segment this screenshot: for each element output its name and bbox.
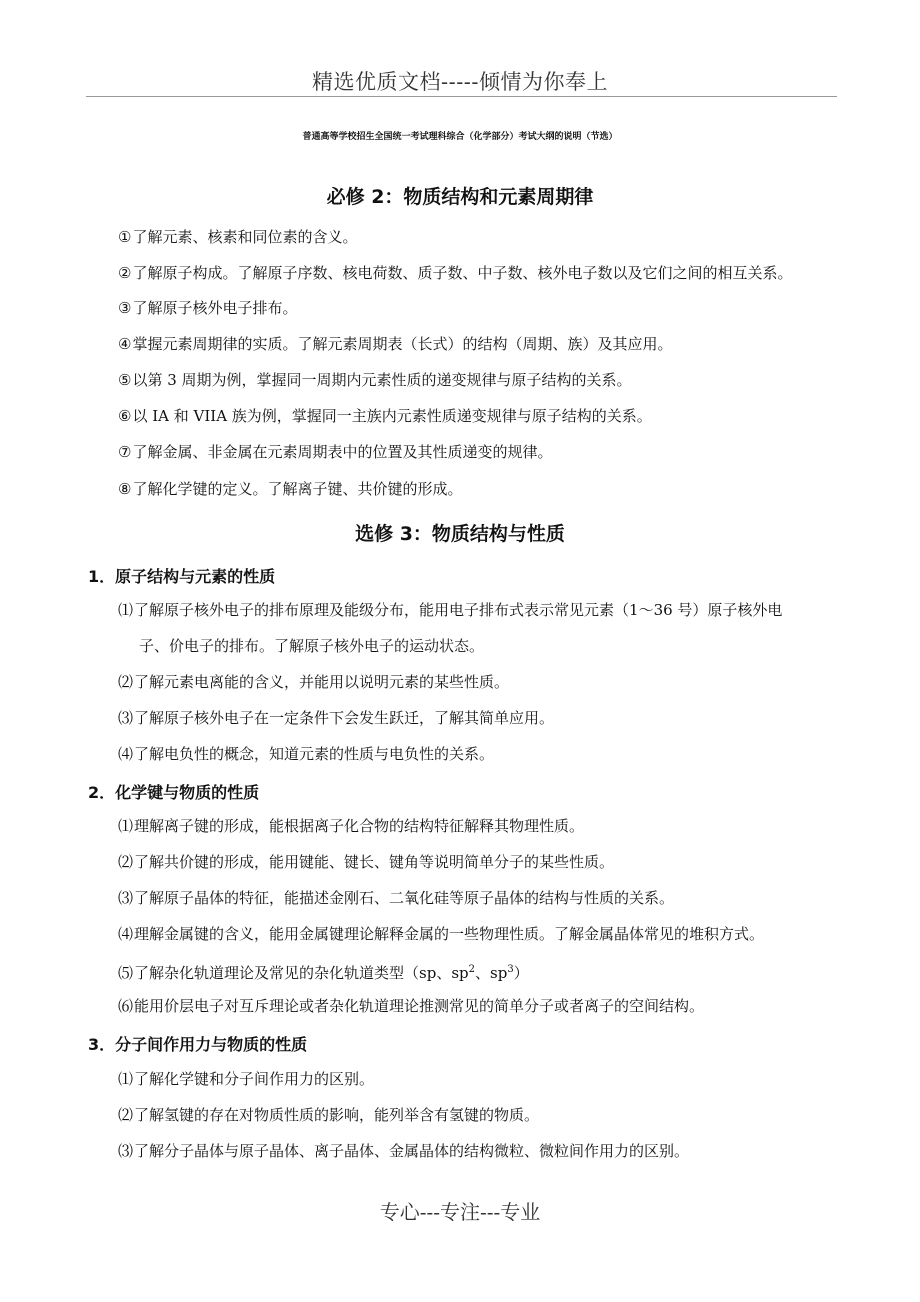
list-item: ⑶了解原子晶体的特征，能描述金刚石、二氧化硅等原子晶体的结构与性质的关系。 — [118, 889, 675, 907]
list-item: ⑧了解化学键的定义。了解离子键、共价键的形成。 — [118, 480, 463, 498]
document-title: 普通高等学校招生全国统一考试理科综合（化学部分）考试大纲的说明（节选） — [302, 132, 618, 142]
list-item: ⑴了解化学键和分子间作用力的区别。 — [118, 1070, 375, 1088]
list-item: ⑴理解离子键的形成，能根据离子化合物的结构特征解释其物理性质。 — [118, 817, 585, 835]
list-item: ⑶了解原子核外电子在一定条件下会发生跃迁，了解其简单应用。 — [118, 709, 555, 727]
page-header: 精选优质文档-----倾情为你奉上 — [312, 70, 608, 94]
header-divider — [86, 96, 837, 97]
list-item: ⑴了解原子核外电子的排布原理及能级分布，能用电子排布式表示常见元素（1～36 号）原子核外电 — [118, 601, 783, 619]
list-item: ③了解原子核外电子排布。 — [118, 299, 298, 317]
list-item: ②了解原子构成。了解原子序数、核电荷数、质子数、中子数、核外电子数以及它们之间的相互关系。 — [118, 264, 793, 282]
page-footer: 专心---专注---专业 — [379, 1200, 541, 1224]
list-item: ⑦了解金属、非金属在元素周期表中的位置及其性质递变的规律。 — [118, 443, 553, 461]
list-item: ④掌握元素周期律的实质。了解元素周期表（长式）的结构（周期、族）及其应用。 — [118, 335, 673, 353]
section-title-elective-3: 选修 3：物质结构与性质 — [355, 523, 565, 545]
list-item: ⑸了解杂化轨道理论及常见的杂化轨道类型（sp、$sp^2$、$sp^3$） — [118, 964, 529, 982]
list-item: ①了解元素、核素和同位素的含义。 — [118, 228, 358, 246]
section-title-required-2: 必修 2：物质结构和元素周期律 — [326, 186, 594, 208]
list-item: ⑵了解氢键的存在对物质性质的影响，能列举含有氢键的物质。 — [118, 1106, 540, 1124]
list-item: ⑹能用价层电子对互斥理论或者杂化轨道理论推测常见的简单分子或者离子的空间结构。 — [118, 997, 705, 1015]
list-item: ⑶了解分子晶体与原子晶体、离子晶体、金属晶体的结构微粒、微粒间作用力的区别。 — [118, 1142, 690, 1160]
subsection-heading: 3．分子间作用力与物质的性质 — [88, 1035, 308, 1054]
list-item-continuation: 子、价电子的排布。了解原子核外电子的运动状态。 — [139, 637, 485, 655]
list-item: ⑵了解元素电离能的含义，并能用以说明元素的某些性质。 — [118, 673, 510, 691]
subsection-heading: 1．原子结构与元素的性质 — [88, 567, 276, 586]
list-item: ⑥以 IA 和 VIIA 族为例，掌握同一主族内元素性质递变规律与原子结构的关系。 — [118, 407, 652, 425]
list-item: ⑷理解金属键的含义，能用金属键理论解释金属的一些物理性质。了解金属晶体常见的堆积方式。 — [118, 925, 765, 943]
list-item: ⑷了解电负性的概念，知道元素的性质与电负性的关系。 — [118, 745, 495, 763]
list-item: ⑵了解共价键的形成，能用键能、键长、键角等说明简单分子的某些性质。 — [118, 853, 615, 871]
subsection-heading: 2．化学键与物质的性质 — [88, 783, 260, 802]
list-item: ⑤以第 3 周期为例，掌握同一周期内元素性质的递变规律与原子结构的关系。 — [118, 371, 632, 389]
